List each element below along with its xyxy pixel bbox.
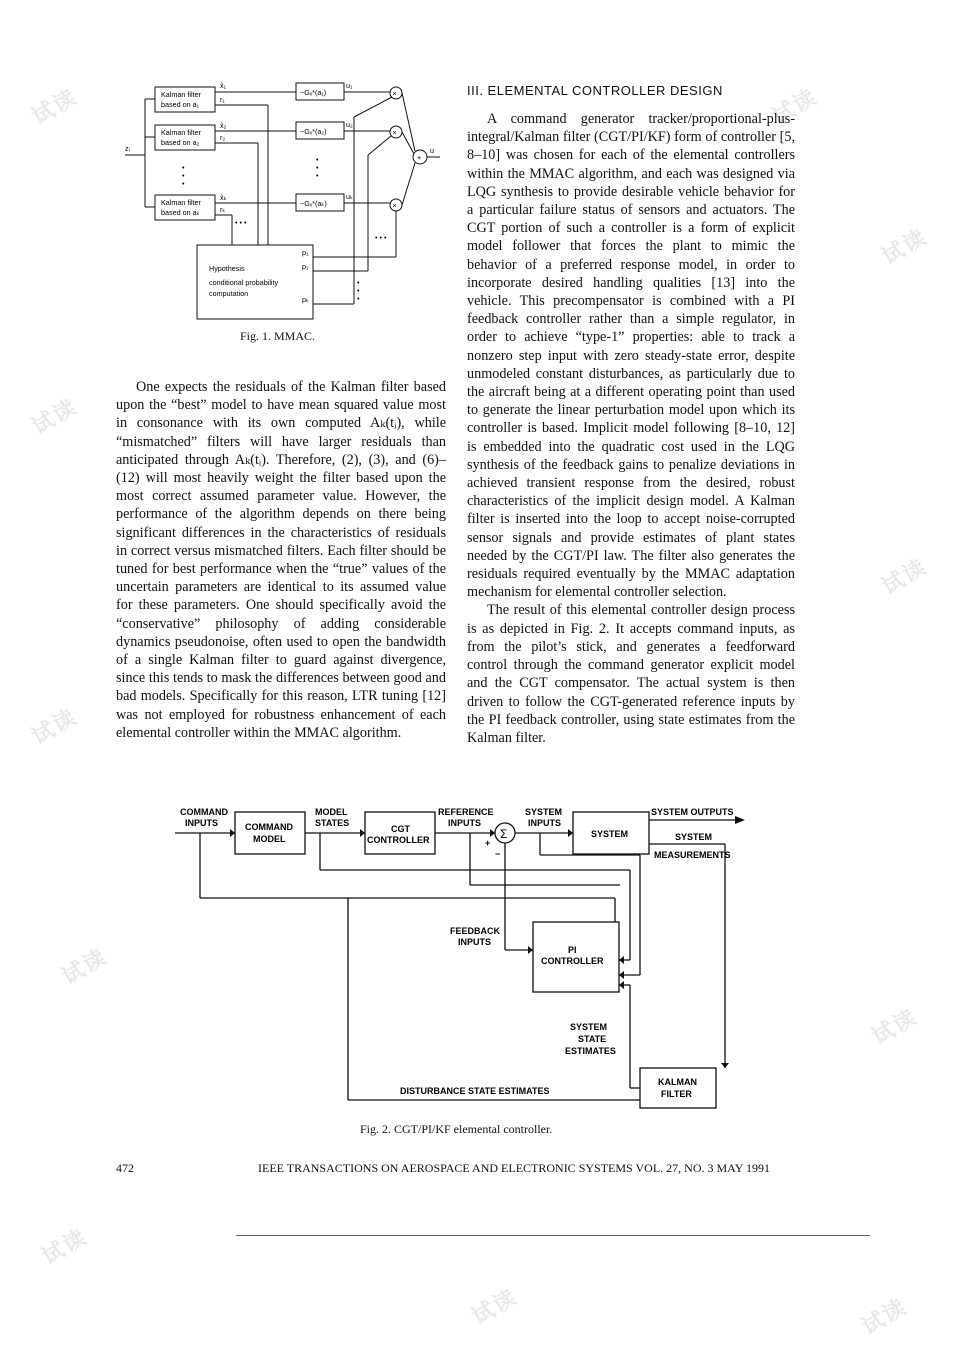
watermark: 试读 — [27, 394, 83, 441]
svg-text:• • •: • • • — [235, 218, 247, 227]
svg-text:Kalman filter: Kalman filter — [161, 198, 201, 207]
paragraph: A command generator tracker/proportional-plus-integral/Kalman filter (CGT/PI/KF) form of controller [5, 8–10] was chosen for each of the elemental controllers within the MMAC algorithm, and each was designed via LQG synthesis to provide desirable vehicle behavior for a particular failure status of sensors and actuators. The CGT portion of such a controller is a form of explicit model follower that forces the plant to mimic the behavior of a preferred response model, in order to incorporate desired handling qualities [13] into the vehicle. This precompensator is combined with a PI feedback controller rather than a simple regulator, in order to achieve “type-1” properties: able to track a nonzero step input with zero steady-state error, despite unmodeled constant disturbances, as particularly due to the aircraft being at a different operating point than used to generate the linear perturbation model upon which its controller is based. Implicit model following [8–10, 12] is embedded into the quadratic cost used in the LQG synthesis of the feedback gains to penalize deviations in achieved transient response from the desired, robust characteristics of the implicit design model. A Kalman filter is inserted into the loop to accept noise-corrupted sensor signals and provide estimates of plant states needed by the CGT/PI law. The filter also generates the residuals required eventually by the MMAC adaptation mechanism for elemental controller selection. — [467, 111, 795, 601]
svg-text:•: • — [182, 163, 185, 172]
watermark: 试读 — [877, 224, 933, 271]
svg-text:based on a₂: based on a₂ — [161, 138, 200, 147]
svg-text:INPUTS: INPUTS — [528, 818, 562, 828]
svg-text:uₖ: uₖ — [346, 192, 354, 201]
page-number: 472 — [116, 1161, 134, 1175]
svg-text:SYSTEM: SYSTEM — [675, 832, 713, 842]
svg-text:•: • — [182, 179, 185, 188]
svg-text:• • •: • • • — [375, 233, 387, 242]
svg-text:STATE: STATE — [578, 1034, 607, 1044]
svg-text:SYSTEM: SYSTEM — [525, 807, 563, 817]
svg-text:•: • — [182, 171, 185, 180]
svg-text:zᵢ: zᵢ — [125, 144, 130, 153]
svg-text:MODEL: MODEL — [315, 807, 348, 817]
svg-text:+: + — [417, 153, 422, 162]
svg-text:−: − — [495, 849, 501, 859]
right-column — [467, 110, 795, 747]
svg-text:−Gₓ*(aₖ): −Gₓ*(aₖ) — [300, 199, 327, 208]
fig2-caption: Fig. 2. CGT/PI/KF elemental controller. — [360, 1122, 553, 1136]
svg-text:STATES: STATES — [315, 818, 350, 828]
svg-text:based on a₁: based on a₁ — [161, 100, 199, 109]
svg-text:COMMAND: COMMAND — [245, 822, 293, 832]
watermark: 试读 — [857, 1294, 913, 1341]
svg-text:CONTROLLER: CONTROLLER — [541, 956, 604, 966]
svg-text:PI: PI — [568, 945, 577, 955]
svg-text:INPUTS: INPUTS — [448, 818, 482, 828]
svg-text:FILTER: FILTER — [661, 1089, 692, 1099]
watermark: 试读 — [767, 84, 823, 131]
svg-text:+: + — [485, 838, 491, 848]
svg-text:FEEDBACK: FEEDBACK — [450, 926, 501, 936]
svg-text:x̂₁: x̂₁ — [220, 81, 227, 90]
watermark: 试读 — [867, 1004, 923, 1051]
svg-text:p₂: p₂ — [302, 262, 309, 271]
left-column — [116, 378, 446, 742]
fig1-diagram — [110, 75, 440, 325]
svg-text:•: • — [357, 278, 360, 287]
svg-text:SYSTEM OUTPUTS: SYSTEM OUTPUTS — [651, 807, 734, 817]
svg-text:ESTIMATES: ESTIMATES — [565, 1046, 616, 1056]
svg-text:SYSTEM: SYSTEM — [591, 829, 629, 839]
paragraph: One expects the residuals of the Kalman filter based upon the “best” model to have mean squared value most in consonance with its own computed Aₖ(tᵢ), while “mismatched” filters will have larger residuals than anticipated through Aₖ(tᵢ). Therefore, (2), (3), and (6)–(12) will most heavily weight the filter based upon the most correct assumed parameter value. However, the performance of the algorithm depends on there being significant differences in the characteristics of residuals in correct versus mismatched filters. Each filter should be tuned for best performance when the “true” values of the uncertain parameters are identical to its assumed value for these parameters. One should specifically avoid the “conservative” philosophy of adding considerable dynamics pseudonoise, often used to open the bandwidth of a single Kalman filter to guard against divergence, since this tends to mask the differences between good and bad models. Specifically for this reason, LTR tuning [12] was not employed for robustness enhancement of each elemental controller within the MMAC algorithm. — [116, 379, 446, 741]
svg-text:x̂₂: x̂₂ — [220, 121, 227, 130]
svg-text:×: × — [392, 201, 397, 210]
svg-text:•: • — [316, 163, 319, 172]
svg-text:•: • — [316, 155, 319, 164]
svg-text:pₖ: pₖ — [302, 295, 310, 304]
svg-text:based on aₖ: based on aₖ — [161, 208, 200, 217]
watermark: 试读 — [27, 84, 83, 131]
watermark: 试读 — [27, 704, 83, 751]
svg-text:u: u — [430, 146, 434, 155]
svg-text:p₁: p₁ — [302, 248, 309, 257]
watermark: 试读 — [37, 1224, 93, 1271]
svg-text:computation: computation — [209, 289, 249, 298]
paragraph: The result of this elemental controller design process is as depicted in Fig. 2. It accepts command inputs, as from the pilot’s stick, and generates a feedforward control through the command generator explicit model and the CGT compensator. The actual system is then driven to follow the CGT-generated reference inputs by the PI feedback controller, using state estimates from the Kalman filter. — [467, 602, 795, 746]
svg-text:r₁: r₁ — [220, 95, 225, 104]
svg-text:u₂: u₂ — [346, 120, 353, 129]
svg-text:MODEL: MODEL — [253, 834, 286, 844]
svg-text:•: • — [357, 294, 360, 303]
svg-text:Hypothesis: Hypothesis — [209, 264, 245, 273]
svg-text:rₖ: rₖ — [220, 205, 226, 214]
svg-text:Kalman filter: Kalman filter — [161, 128, 201, 137]
fig2-diagram — [170, 800, 770, 1115]
svg-text:CONTROLLER: CONTROLLER — [367, 835, 430, 845]
svg-text:INPUTS: INPUTS — [185, 818, 219, 828]
fig1-caption: Fig. 1. MMAC. — [240, 329, 316, 343]
svg-text:KALMAN: KALMAN — [658, 1077, 697, 1087]
svg-text:×: × — [392, 89, 397, 98]
svg-text:×: × — [392, 128, 397, 137]
svg-text:INPUTS: INPUTS — [458, 937, 492, 947]
svg-text:Kalman filter: Kalman filter — [161, 90, 201, 99]
svg-text:REFERENCE: REFERENCE — [438, 807, 494, 817]
section-heading: III. ELEMENTAL CONTROLLER DESIGN — [467, 83, 723, 98]
svg-text:r₂: r₂ — [220, 133, 226, 142]
footer-rule — [236, 1235, 870, 1236]
watermark: 试读 — [877, 554, 933, 601]
svg-text:u₁: u₁ — [346, 81, 353, 90]
svg-text:x̂ₖ: x̂ₖ — [220, 193, 227, 202]
svg-text:−Gₓ*(a₁): −Gₓ*(a₁) — [300, 88, 327, 97]
svg-text:MEASUREMENTS: MEASUREMENTS — [654, 850, 731, 860]
svg-text:SYSTEM: SYSTEM — [570, 1022, 608, 1032]
watermark: 试读 — [467, 1284, 523, 1331]
svg-text:DISTURBANCE STATE ESTIMATES: DISTURBANCE STATE ESTIMATES — [400, 1086, 550, 1096]
watermark: 试读 — [57, 944, 113, 991]
svg-text:•: • — [357, 286, 360, 295]
journal-footer: IEEE TRANSACTIONS ON AEROSPACE AND ELECTRONIC SYSTEMS VOL. 27, NO. 3 MAY 1991 — [258, 1161, 770, 1175]
svg-text:CGT: CGT — [391, 824, 410, 834]
svg-text:•: • — [316, 171, 319, 180]
svg-text:COMMAND: COMMAND — [180, 807, 228, 817]
svg-text:Σ: Σ — [500, 827, 508, 841]
svg-text:conditional probability: conditional probability — [209, 278, 279, 287]
svg-text:−Gₓ*(a₂): −Gₓ*(a₂) — [300, 127, 327, 136]
